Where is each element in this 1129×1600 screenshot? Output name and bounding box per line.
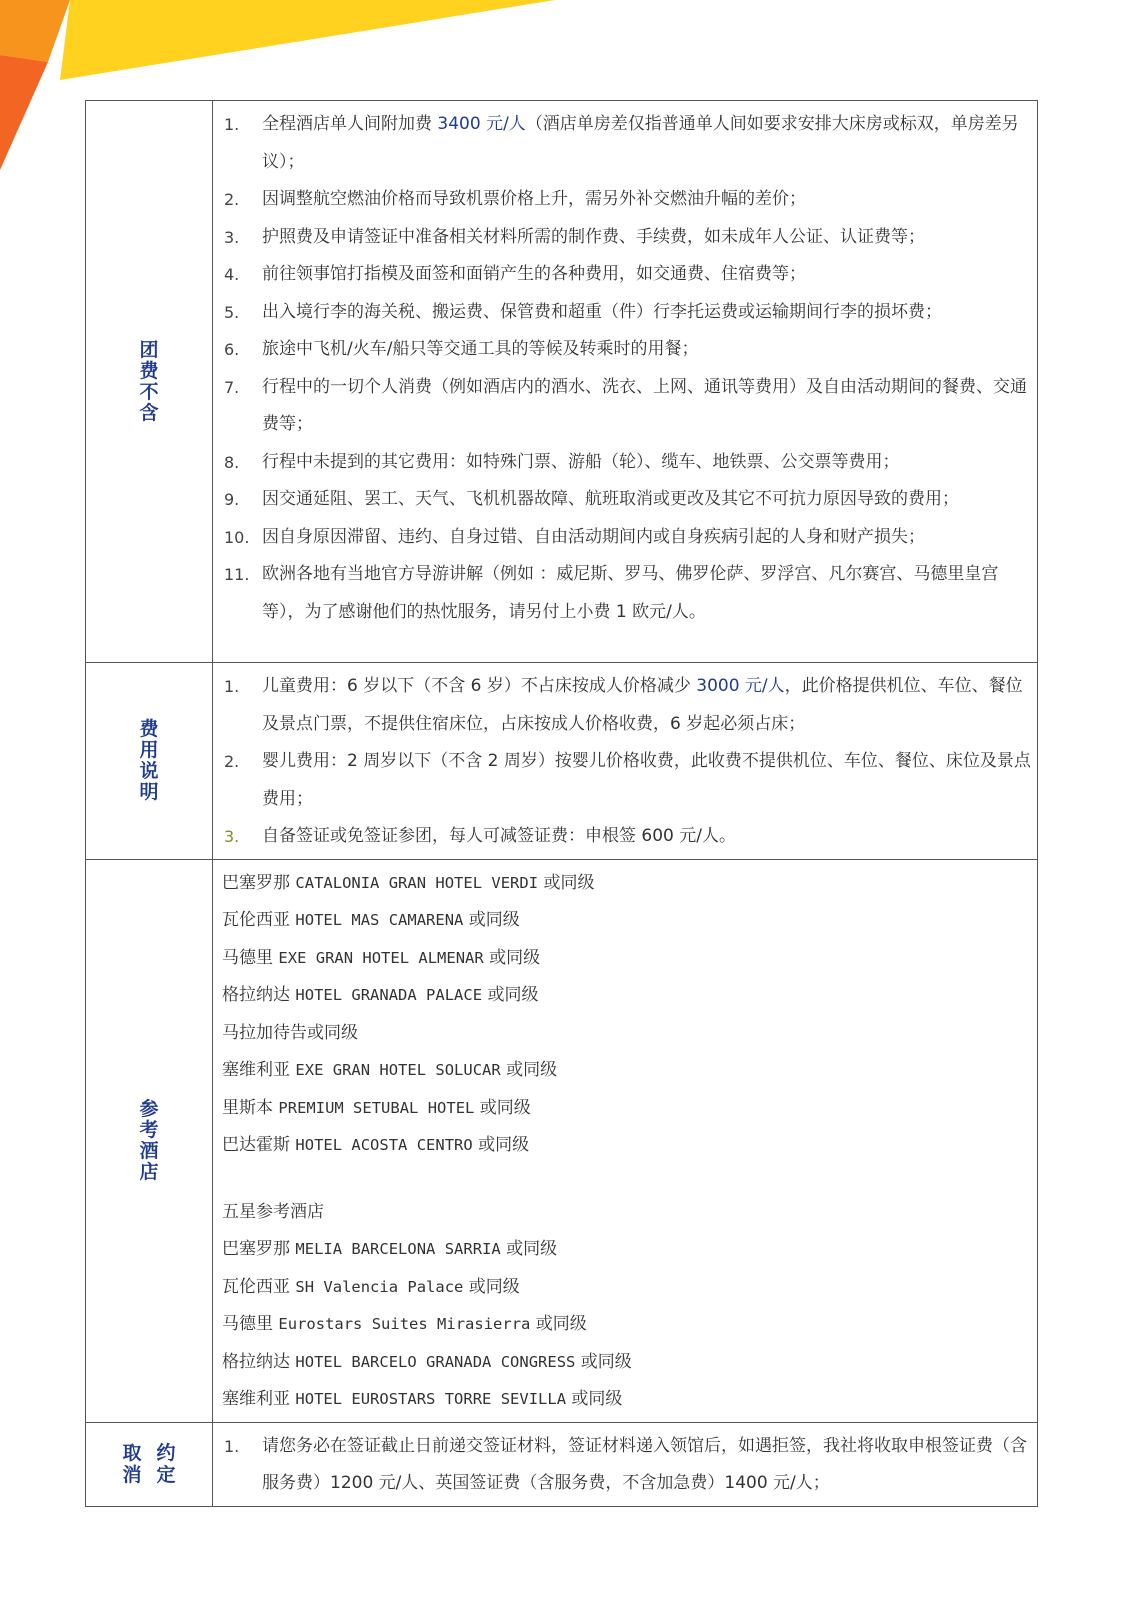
hotel-entry: 马德里 Eurostars Suites Mirasierra 或同级 xyxy=(222,1314,587,1334)
cancellation-list xyxy=(222,1428,1037,1503)
list-item: 4. 前往领事馆打指模及面签和面销产生的各种费用，如交通费、住宿费等； xyxy=(224,264,806,284)
section-label-cell xyxy=(86,1422,213,1506)
five-star-hotel-list xyxy=(222,1231,1037,1419)
list-item: 6. 旅途中飞机/火车/船只等交通工具的等候及转乘时的用餐； xyxy=(224,339,699,359)
list-item: 2. 婴儿费用：2 周岁以下（不含 2 周岁）按婴儿价格收费，此收费不提供机位、车位、餐位、床位及景点费用； xyxy=(224,751,1031,809)
hotel-entry: 瓦伦西亚 HOTEL MAS CAMARENA 或同级 xyxy=(222,910,520,930)
hotel-entry: 塞维利亚 HOTEL EUROSTARS TORRE SEVILLA 或同级 xyxy=(222,1389,623,1409)
itinerary-info-table xyxy=(85,100,1038,1507)
hotel-entry: 格拉纳达 HOTEL BARCELO GRANADA CONGRESS 或同级 xyxy=(222,1351,632,1372)
hotel-entry: 塞维利亚 EXE GRAN HOTEL SOLUCAR 或同级 xyxy=(222,1060,558,1080)
label-col-1: 取消 xyxy=(122,1442,142,1486)
section-label-hotels: 参考酒店 xyxy=(139,1097,159,1183)
hotel-entry: 巴塞罗那 MELIA BARCELONA SARRIA 或同级 xyxy=(222,1239,558,1259)
hotel-entry: 格拉纳达 HOTEL GRANADA PALACE 或同级 xyxy=(222,985,539,1005)
hotel-entry: 马拉加待告或同级 xyxy=(222,1022,358,1043)
section-fee-notes xyxy=(86,663,1038,860)
list-item: 1. 儿童费用：6 岁以下（不含 6 岁）不占床按成人价格减少 3000 元/人，此价格提供机位、车位、餐位及景点门票，不提供住宿床位，占床按成人价格收费，6 岁起必须占床； xyxy=(224,676,1023,734)
red-orange-stripe xyxy=(0,55,48,170)
list-item: 3. 护照费及申请签证中准备相关材料所需的制作费、手续费，如未成年人公证、认证费等； xyxy=(224,226,925,247)
list-item: 1. 全程酒店单人间附加费 3400 元/人（酒店单房差仅指普通单人间如要求安排大床房或标双，单房差另议）； xyxy=(224,114,1019,172)
section-label-cell xyxy=(86,101,213,663)
list-item: 2. 因调整航空燃油价格而导致机票价格上升，需另外补交燃油升幅的差价； xyxy=(224,189,806,209)
section-label-fee-notes: 费用说明 xyxy=(139,717,159,803)
hotel-entry: 巴达霍斯 HOTEL ACOSTA CENTRO 或同级 xyxy=(222,1135,530,1155)
price-highlight: 3400 元/人 xyxy=(437,114,526,134)
list-item: 5. 出入境行李的海关税、搬运费、保管费和超重（件）行李托运费或运输期间行李的损坏费； xyxy=(224,301,942,322)
fee-notes-list xyxy=(222,668,1037,856)
excluded-list xyxy=(222,106,1037,631)
hotel-entry: 瓦伦西亚 SH Valencia Palace 或同级 xyxy=(222,1276,520,1297)
list-item: 9. 因交通延阻、罢工、天气、飞机机器故障、航班取消或更改及其它不可抗力原因导致的费用； xyxy=(224,489,959,509)
section-label-cell xyxy=(86,859,213,1422)
list-item: 8. 行程中未提到的其它费用：如特殊门票、游船（轮）、缆车、地铁票、公交票等费用； xyxy=(224,451,900,472)
hotel-entry: 巴塞罗那 CATALONIA GRAN HOTEL VERDI 或同级 xyxy=(222,872,595,893)
hotel-list xyxy=(222,865,1037,1165)
section-label-cancellation xyxy=(122,1442,176,1486)
five-star-title: 五星参考酒店 xyxy=(222,1201,324,1222)
section-cancellation xyxy=(86,1422,1038,1506)
list-item: 10. 因自身原因滞留、违约、自身过错、自由活动期间内或自身疾病引起的人身和财产损失； xyxy=(224,526,925,547)
list-item: 3. 自备签证或免签证参团，每人可减签证费：申根签 600 元/人。 xyxy=(224,826,736,846)
label-col-2: 约定 xyxy=(156,1442,176,1486)
orange-stripe xyxy=(0,0,70,62)
list-item: 7. 行程中的一切个人消费（例如酒店内的酒水、洗衣、上网、通讯等费用）及自由活动期间的餐费、交通费等； xyxy=(224,376,1027,434)
list-item: 11. 欧洲各地有当地官方导游讲解（例如 ：威尼斯、罗马、佛罗伦萨、罗浮宫、凡尔赛宫、马德里皇宫等），为了感谢他们的热忱服务，请另付上小费 1 欧元/人。 xyxy=(224,564,999,622)
section-hotels xyxy=(86,859,1038,1422)
section-label-cell xyxy=(86,663,213,860)
yellow-stripe xyxy=(60,0,555,80)
list-item: 1. 请您务必在签证截止日前递交签证材料，签证材料递入领馆后，如遇拒签，我社将收取申根签证费（含服务费）1200 元/人、英国签证费（含服务费，不含加急费）1400 元/人； xyxy=(224,1435,1027,1493)
section-excluded xyxy=(86,101,1038,663)
hotel-entry: 马德里 EXE GRAN HOTEL ALMENAR 或同级 xyxy=(222,947,541,968)
section-label-excluded: 团费不含 xyxy=(139,338,159,424)
hotel-entry: 里斯本 PREMIUM SETUBAL HOTEL 或同级 xyxy=(222,1097,531,1118)
price-highlight: 3000 元/人 xyxy=(696,676,785,696)
